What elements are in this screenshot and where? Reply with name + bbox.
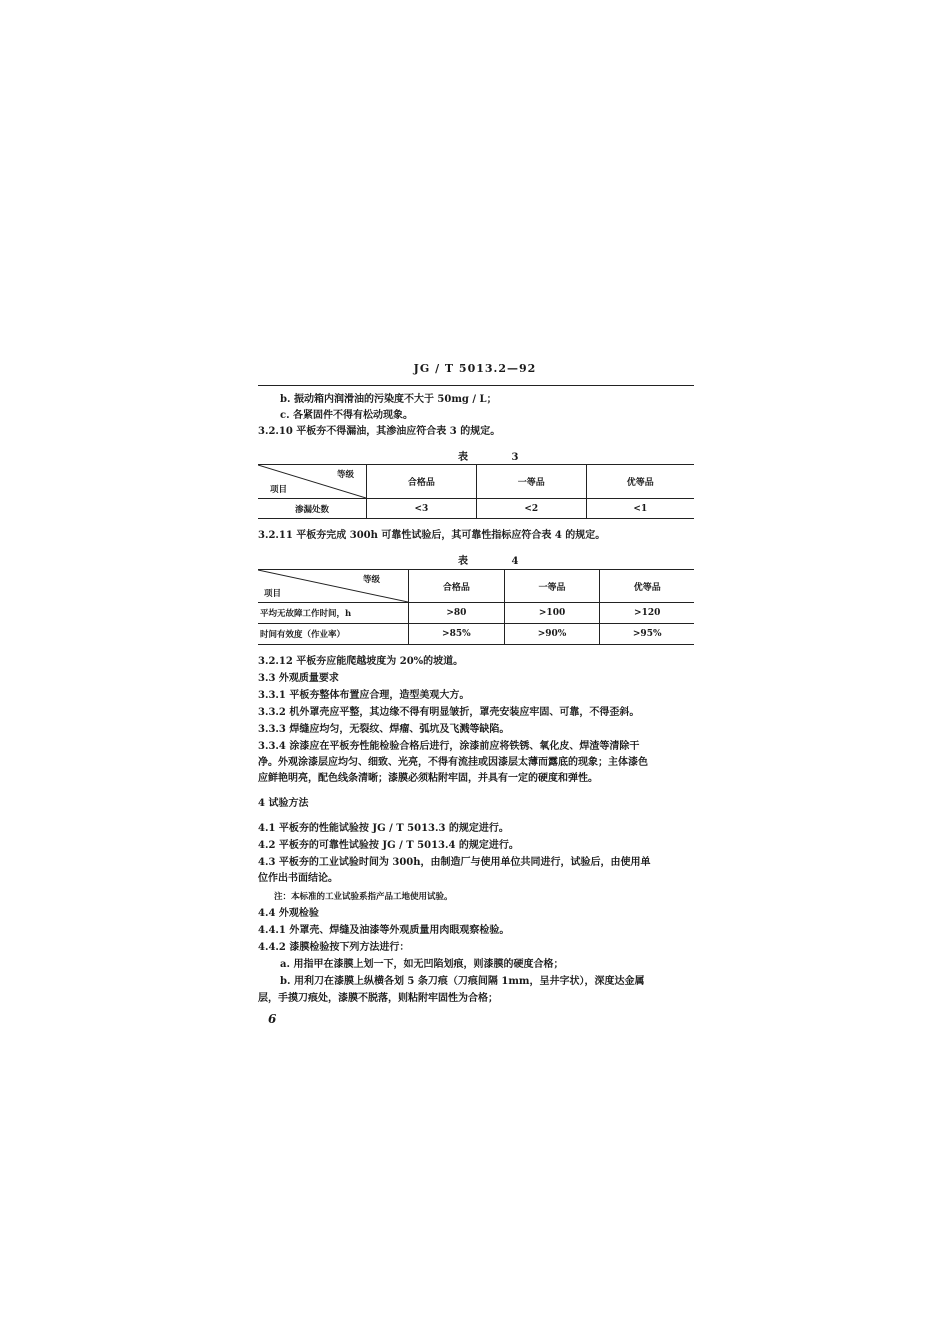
table3-col-2: 优等品 bbox=[586, 465, 694, 499]
page-number: 6 bbox=[268, 1012, 277, 1026]
table3-cell: <2 bbox=[476, 499, 586, 519]
clause-4-1: 4.1 平板夯的性能试验按 JG / T 5013.3 的规定进行。 bbox=[258, 823, 509, 834]
table4-col-1: 一等品 bbox=[504, 570, 600, 603]
table3-cell: <1 bbox=[586, 499, 694, 519]
clause-4-4-1: 4.4.1 外罩壳、焊缝及油漆等外观质量用肉眼观察检验。 bbox=[258, 925, 510, 936]
clause-4-2: 4.2 平板夯的可靠性试验按 JG / T 5013.4 的规定进行。 bbox=[258, 840, 519, 851]
clause-3-3-3: 3.3.3 焊缝应均匀，无裂纹、焊瘤、弧坑及飞溅等缺陷。 bbox=[258, 724, 510, 735]
table3-corner bbox=[258, 465, 367, 499]
item-b: b. 用利刀在漆膜上纵横各划 5 条刀痕（刀痕间隔 1mm，呈井字状），深度达金属 bbox=[280, 976, 645, 987]
line-c: c. 各紧固件不得有松动现象。 bbox=[280, 410, 414, 421]
clause-3-3-1: 3.3.1 平板夯整体布置应合理，造型美观大方。 bbox=[258, 690, 470, 701]
section-4-4: 4.4 外观检验 bbox=[258, 908, 319, 919]
table3-corner-bottom: 项目 bbox=[270, 485, 288, 495]
table4-col-2: 优等品 bbox=[600, 570, 694, 603]
clause-4-3-cont: 位作出书面结论。 bbox=[258, 873, 338, 884]
clause-3-3-4-cont: 净。外观涂漆层应均匀、细致、光亮，不得有流挂或因漆层太薄而露底的现象；主体漆色 bbox=[258, 757, 648, 768]
note: 注：本标准的工业试验系指产品工地使用试验。 bbox=[274, 892, 453, 902]
table4-col-0: 合格品 bbox=[409, 570, 505, 603]
table4-cell: >120 bbox=[600, 603, 694, 624]
clause-3-3-2: 3.3.2 机外罩壳应平整，其边缘不得有明显皱折，罩壳安装应牢固、可靠，不得歪斜。 bbox=[258, 707, 640, 718]
table-4 bbox=[258, 569, 694, 645]
item-b-cont: 层，手摸刀痕处，漆膜不脱落，则粘附牢固性为合格； bbox=[258, 993, 498, 1004]
clause-3-2-10: 3.2.10 平板夯不得漏油，其渗油应符合表 3 的规定。 bbox=[258, 426, 501, 437]
table4-corner bbox=[258, 570, 409, 603]
table3-row-label: 渗漏处数 bbox=[258, 499, 367, 519]
table3-col-0: 合格品 bbox=[367, 465, 477, 499]
clause-4-4-2: 4.4.2 漆膜检验按下列方法进行： bbox=[258, 942, 410, 953]
table-3 bbox=[258, 464, 694, 519]
item-a: a. 用指甲在漆膜上划一下，如无凹陷划痕，则漆膜的硬度合格； bbox=[280, 959, 564, 970]
table4-row-label: 时间有效度（作业率） bbox=[258, 624, 409, 645]
table4-caption: 表 4 bbox=[458, 556, 539, 567]
section-4-title: 4 试验方法 bbox=[258, 798, 309, 809]
table4-row-label: 平均无故障工作时间，h bbox=[258, 603, 409, 624]
table3-col-1: 一等品 bbox=[476, 465, 586, 499]
line-b: b. 振动箱内润滑油的污染度不大于 50mg / L； bbox=[280, 394, 497, 405]
table4-cell: >95% bbox=[600, 624, 694, 645]
section-3-3: 3.3 外观质量要求 bbox=[258, 673, 339, 684]
table3-corner-top: 等级 bbox=[336, 470, 354, 480]
table4-corner-bottom: 项目 bbox=[264, 589, 282, 599]
table4-corner-top: 等级 bbox=[362, 575, 380, 585]
table4-cell: >90% bbox=[504, 624, 600, 645]
table4-cell: >100 bbox=[504, 603, 600, 624]
table4-cell: >85% bbox=[409, 624, 505, 645]
clause-3-3-4-cont: 应鲜艳明亮，配色线条清晰；漆膜必须粘附牢固，并具有一定的硬度和弹性。 bbox=[258, 773, 598, 784]
clause-3-2-12: 3.2.12 平板夯应能爬越坡度为 20%的坡道。 bbox=[258, 656, 464, 667]
table4-cell: >80 bbox=[409, 603, 505, 624]
standard-header: JG / T 5013.2—92 bbox=[413, 362, 537, 375]
header-rule bbox=[258, 385, 694, 386]
clause-3-2-11: 3.2.11 平板夯完成 300h 可靠性试验后，其可靠性指标应符合表 4 的规定。 bbox=[258, 530, 606, 541]
table3-caption: 表 3 bbox=[458, 452, 539, 463]
clause-3-3-4: 3.3.4 涂漆应在平板夯性能检验合格后进行，涂漆前应将铁锈、氧化皮、焊渣等清除干 bbox=[258, 741, 640, 752]
clause-4-3: 4.3 平板夯的工业试验时间为 300h，由制造厂与使用单位共同进行，试验后，由使用单 bbox=[258, 857, 651, 868]
table3-cell: <3 bbox=[367, 499, 477, 519]
